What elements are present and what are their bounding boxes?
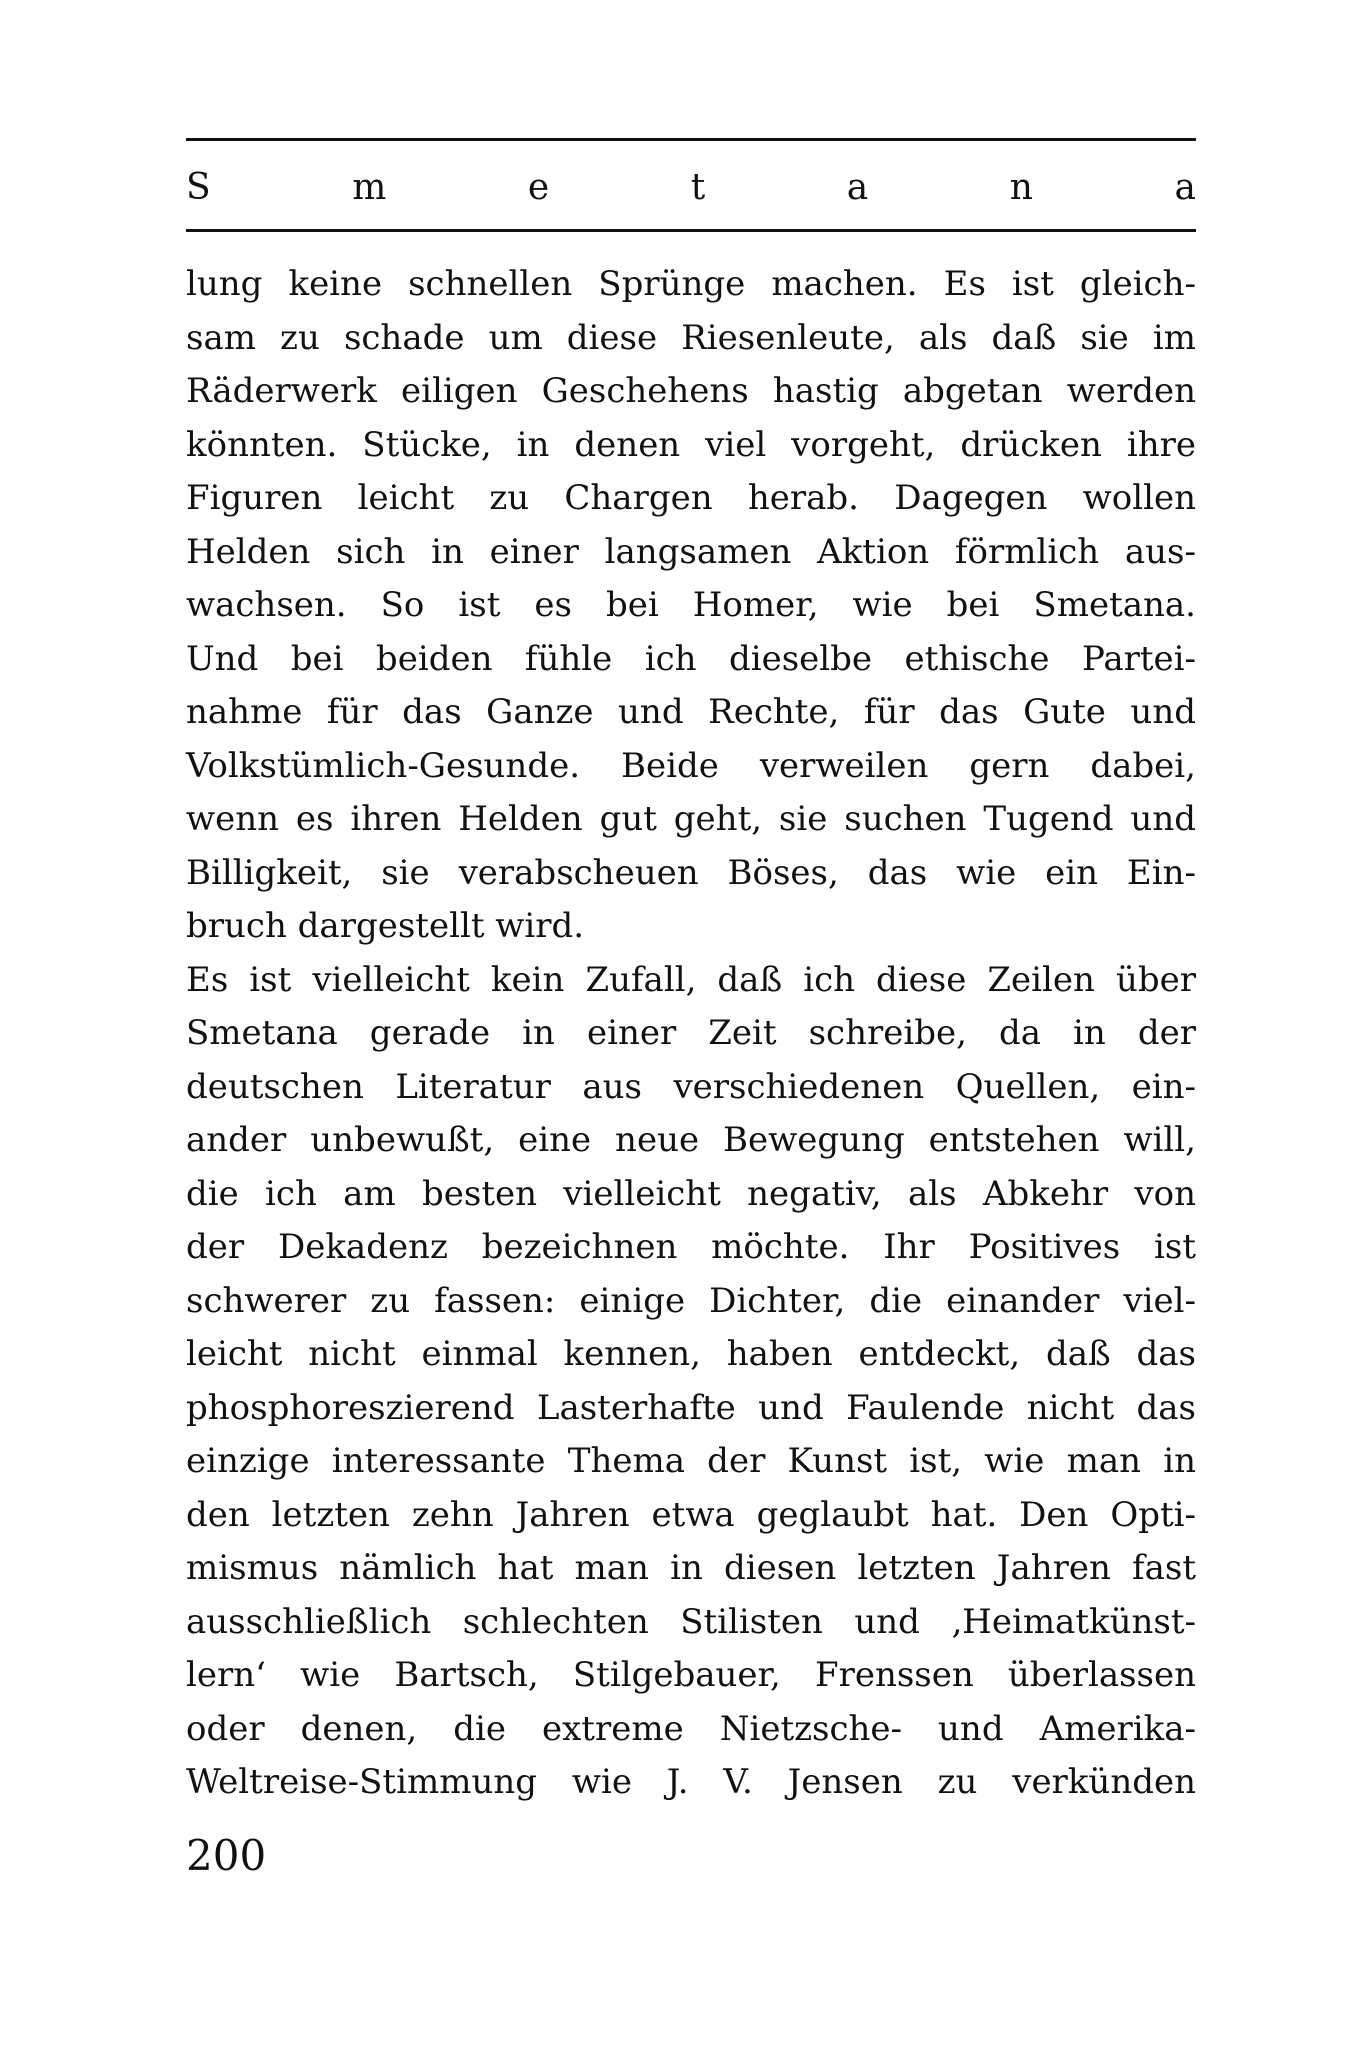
page-number: 200 bbox=[186, 1831, 267, 1880]
text-line: den letzten zehn Jahren etwa geglaubt hat. Den Opti- bbox=[186, 1494, 1196, 1535]
text-line: Räderwerk eiligen Geschehens hastig abgetan werden bbox=[186, 371, 1196, 411]
text-line: schwerer zu fassen: einige Dichter, die einander viel- bbox=[186, 1280, 1196, 1321]
text-line: nahme für das Ganze und Rechte, für das Gute und bbox=[186, 692, 1196, 732]
text-line: ander unbewußt, eine neue Bewegung entstehen will, bbox=[186, 1120, 1196, 1160]
text-line: sam zu schade um diese Riesenleute, als daß sie im bbox=[186, 317, 1196, 358]
running-head-letter: n bbox=[1009, 167, 1033, 208]
body-text bbox=[186, 258, 1196, 1810]
text-line: Und bei beiden fühle ich dieselbe ethische Partei- bbox=[186, 638, 1196, 679]
text-line: der Dekadenz bezeichnen möchte. Ihr Positives ist bbox=[186, 1227, 1196, 1267]
text-line: könnten. Stücke, in denen viel vorgeht, drücken ihre bbox=[186, 424, 1196, 465]
text-line: Es ist vielleicht kein Zufall, daß ich diese Zeilen über bbox=[186, 959, 1196, 1000]
running-head bbox=[186, 158, 1196, 218]
text-line: wenn es ihren Helden gut geht, sie suchen Tugend und bbox=[186, 799, 1196, 839]
running-head-letter: a bbox=[846, 167, 869, 208]
text-line: bruch dargestellt wird. bbox=[186, 906, 585, 946]
header-rule-top bbox=[186, 138, 1196, 141]
text-line: Weltreise-Stimmung wie J. V. Jensen zu verkünden bbox=[186, 1762, 1196, 1802]
text-line: ausschließlich schlechten Stilisten und ‚Heimatkünst- bbox=[186, 1601, 1196, 1642]
text-line: leicht nicht einmal kennen, haben entdeckt, daß das bbox=[186, 1334, 1196, 1374]
text-line: lung keine schnellen Sprünge machen. Es ist gleich- bbox=[186, 264, 1196, 304]
running-head-letter: t bbox=[690, 167, 706, 208]
header-rule-bottom bbox=[186, 229, 1196, 232]
text-line: die ich am besten vielleicht negativ, als Abkehr von bbox=[186, 1173, 1196, 1214]
running-head-letter: S bbox=[186, 167, 211, 208]
text-line: Smetana gerade in einer Zeit schreibe, da in der bbox=[186, 1013, 1196, 1053]
text-line: lern‘ wie Bartsch, Stilgebauer, Frenssen überlassen bbox=[186, 1655, 1196, 1695]
text-line: Figuren leicht zu Chargen herab. Dagegen wollen bbox=[186, 478, 1196, 518]
text-line: phosphoreszierend Lasterhafte und Faulende nicht das bbox=[186, 1387, 1196, 1428]
text-line: Helden sich in einer langsamen Aktion förmlich aus- bbox=[186, 531, 1196, 572]
running-head-letter: a bbox=[1174, 167, 1196, 208]
text-line: mismus nämlich hat man in diesen letzten Jahren fast bbox=[186, 1548, 1196, 1588]
text-line: deutschen Literatur aus verschiedenen Quellen, ein- bbox=[186, 1066, 1196, 1107]
text-line: einzige interessante Thema der Kunst ist, wie man in bbox=[186, 1441, 1196, 1481]
text-line: oder denen, die extreme Nietzsche- und Amerika- bbox=[186, 1708, 1196, 1749]
text-line: Volkstümlich-Gesunde. Beide verweilen gern dabei, bbox=[186, 745, 1196, 786]
running-head-letter: e bbox=[527, 167, 550, 208]
text-line: wachsen. So ist es bei Homer, wie bei Smetana. bbox=[186, 585, 1196, 625]
running-head-letter: m bbox=[352, 167, 387, 208]
text-line: Billigkeit, sie verabscheuen Böses, das wie ein Ein- bbox=[186, 852, 1196, 893]
